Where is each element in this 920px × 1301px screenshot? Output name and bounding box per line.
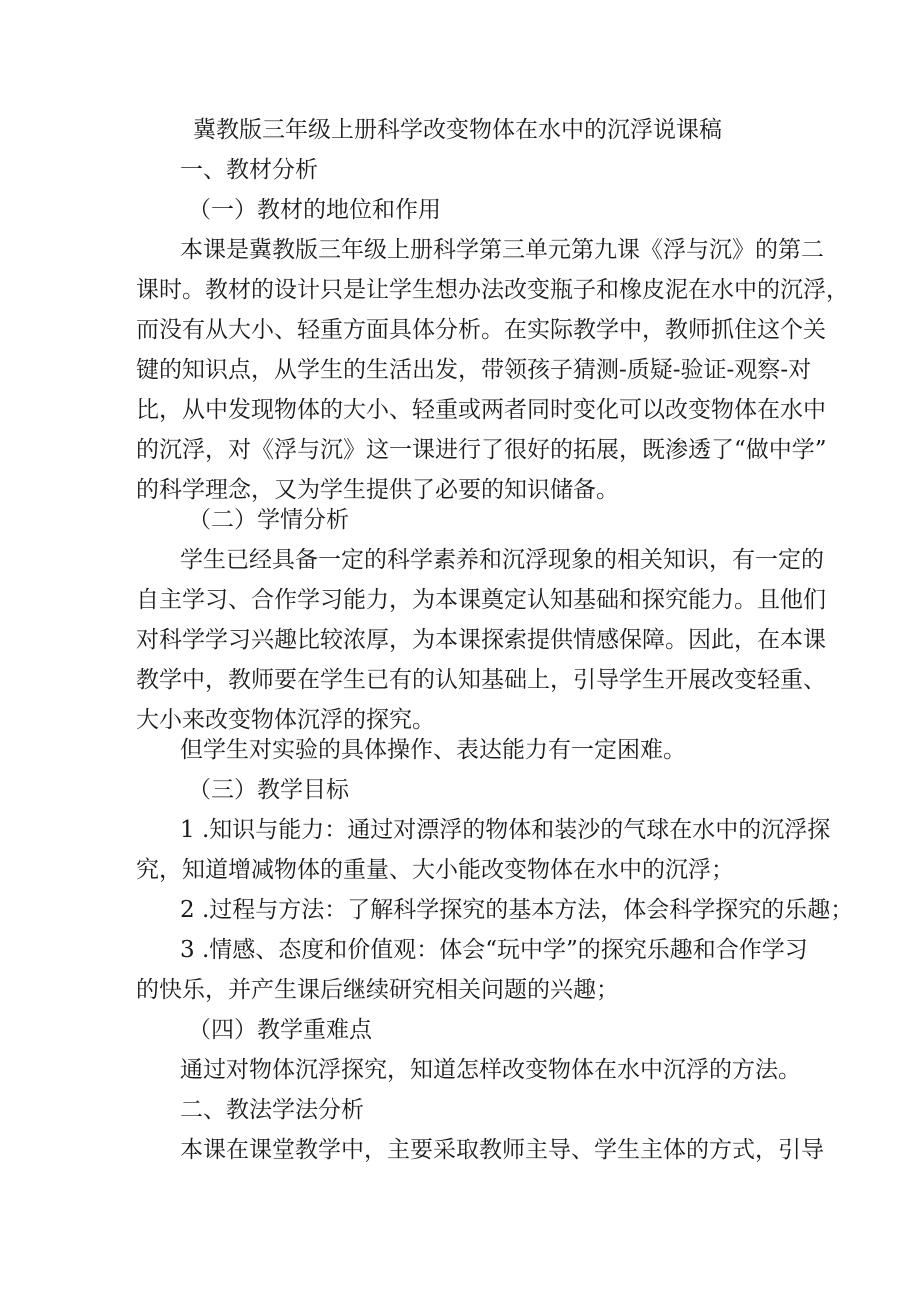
paragraph-textbook-role	[136, 230, 849, 510]
subheading-4: （四）教学重难点	[188, 1017, 372, 1043]
goal-process: 2 .过程与方法：了解科学探究的基本方法，体会科学探究的乐趣；	[180, 897, 854, 923]
paragraph-line: 键的知识点，从学生的生活出发，带领孩子猜测-质疑-验证-观察-对	[136, 357, 812, 383]
paragraph-line: 而没有从大小、轻重方面具体分析。在实际教学中，教师抓住这个关	[136, 317, 826, 343]
document-title: 冀教版三年级上册科学改变物体在水中的沉浮说课稿	[193, 117, 722, 143]
goal-attitude	[136, 930, 808, 1010]
goal-knowledge	[136, 810, 831, 890]
paragraph-line: 课时。教材的设计只是让学生想办法改变瓶子和橡皮泥在水中的沉浮，	[136, 277, 849, 303]
paragraph-line: 对科学学习兴趣比较浓厚，为本课探索提供情感保障。因此，在本课	[136, 627, 826, 653]
paragraph-line: 比，从中发现物体的大小、轻重或两者同时变化可以改变物体在水中	[136, 397, 826, 423]
paragraph-line: 学生已经具备一定的科学素养和沉浮现象的相关知识，有一定的	[180, 547, 824, 573]
paragraph-difficulty: 但学生对实验的具体操作、表达能力有一定困难。	[180, 737, 686, 763]
paragraph-line: 的快乐，并产生课后继续研究相关问题的兴趣；	[136, 977, 619, 1003]
paragraph-line: 3 .情感、态度和价值观：体会“玩中学”的探究乐趣和合作学习	[180, 937, 808, 963]
paragraph-line: 教学中，教师要在学生已有的认知基础上，引导学生开展改变轻重、	[136, 667, 826, 693]
paragraph-line: 究，知道增减物体的重量、大小能改变物体在水中的沉浮；	[136, 857, 734, 883]
paragraph-key-points: 通过对物体沉浮探究，知道怎样改变物体在水中沉浮的方法。	[180, 1057, 801, 1083]
paragraph-line: 的沉浮，对《浮与沉》这一课进行了很好的拓展，既渗透了“做中学”	[136, 437, 827, 463]
paragraph-teaching-method: 本课在课堂教学中，主要采取教师主导、学生主体的方式，引导	[180, 1137, 824, 1163]
paragraph-line: 自主学习、合作学习能力，为本课奠定认知基础和探究能力。且他们	[136, 587, 826, 613]
subheading-1: （一）教材的地位和作用	[188, 197, 441, 223]
subheading-3: （三）教学目标	[188, 777, 349, 803]
section-heading-2: 二、教法学法分析	[180, 1097, 364, 1123]
paragraph-line: 本课是冀教版三年级上册科学第三单元第九课《浮与沉》的第二	[180, 237, 824, 263]
section-heading-1: 一、教材分析	[180, 157, 318, 183]
paragraph-line: 大小来改变物体沉浮的探究。	[136, 707, 435, 733]
subheading-2: （二）学情分析	[188, 507, 349, 533]
paragraph-line: 1 .知识与能力：通过对漂浮的物体和装沙的气球在水中的沉浮探	[180, 817, 831, 843]
paragraph-line: 的科学理念，又为学生提供了必要的知识储备。	[136, 477, 619, 503]
paragraph-student-analysis	[136, 540, 826, 740]
